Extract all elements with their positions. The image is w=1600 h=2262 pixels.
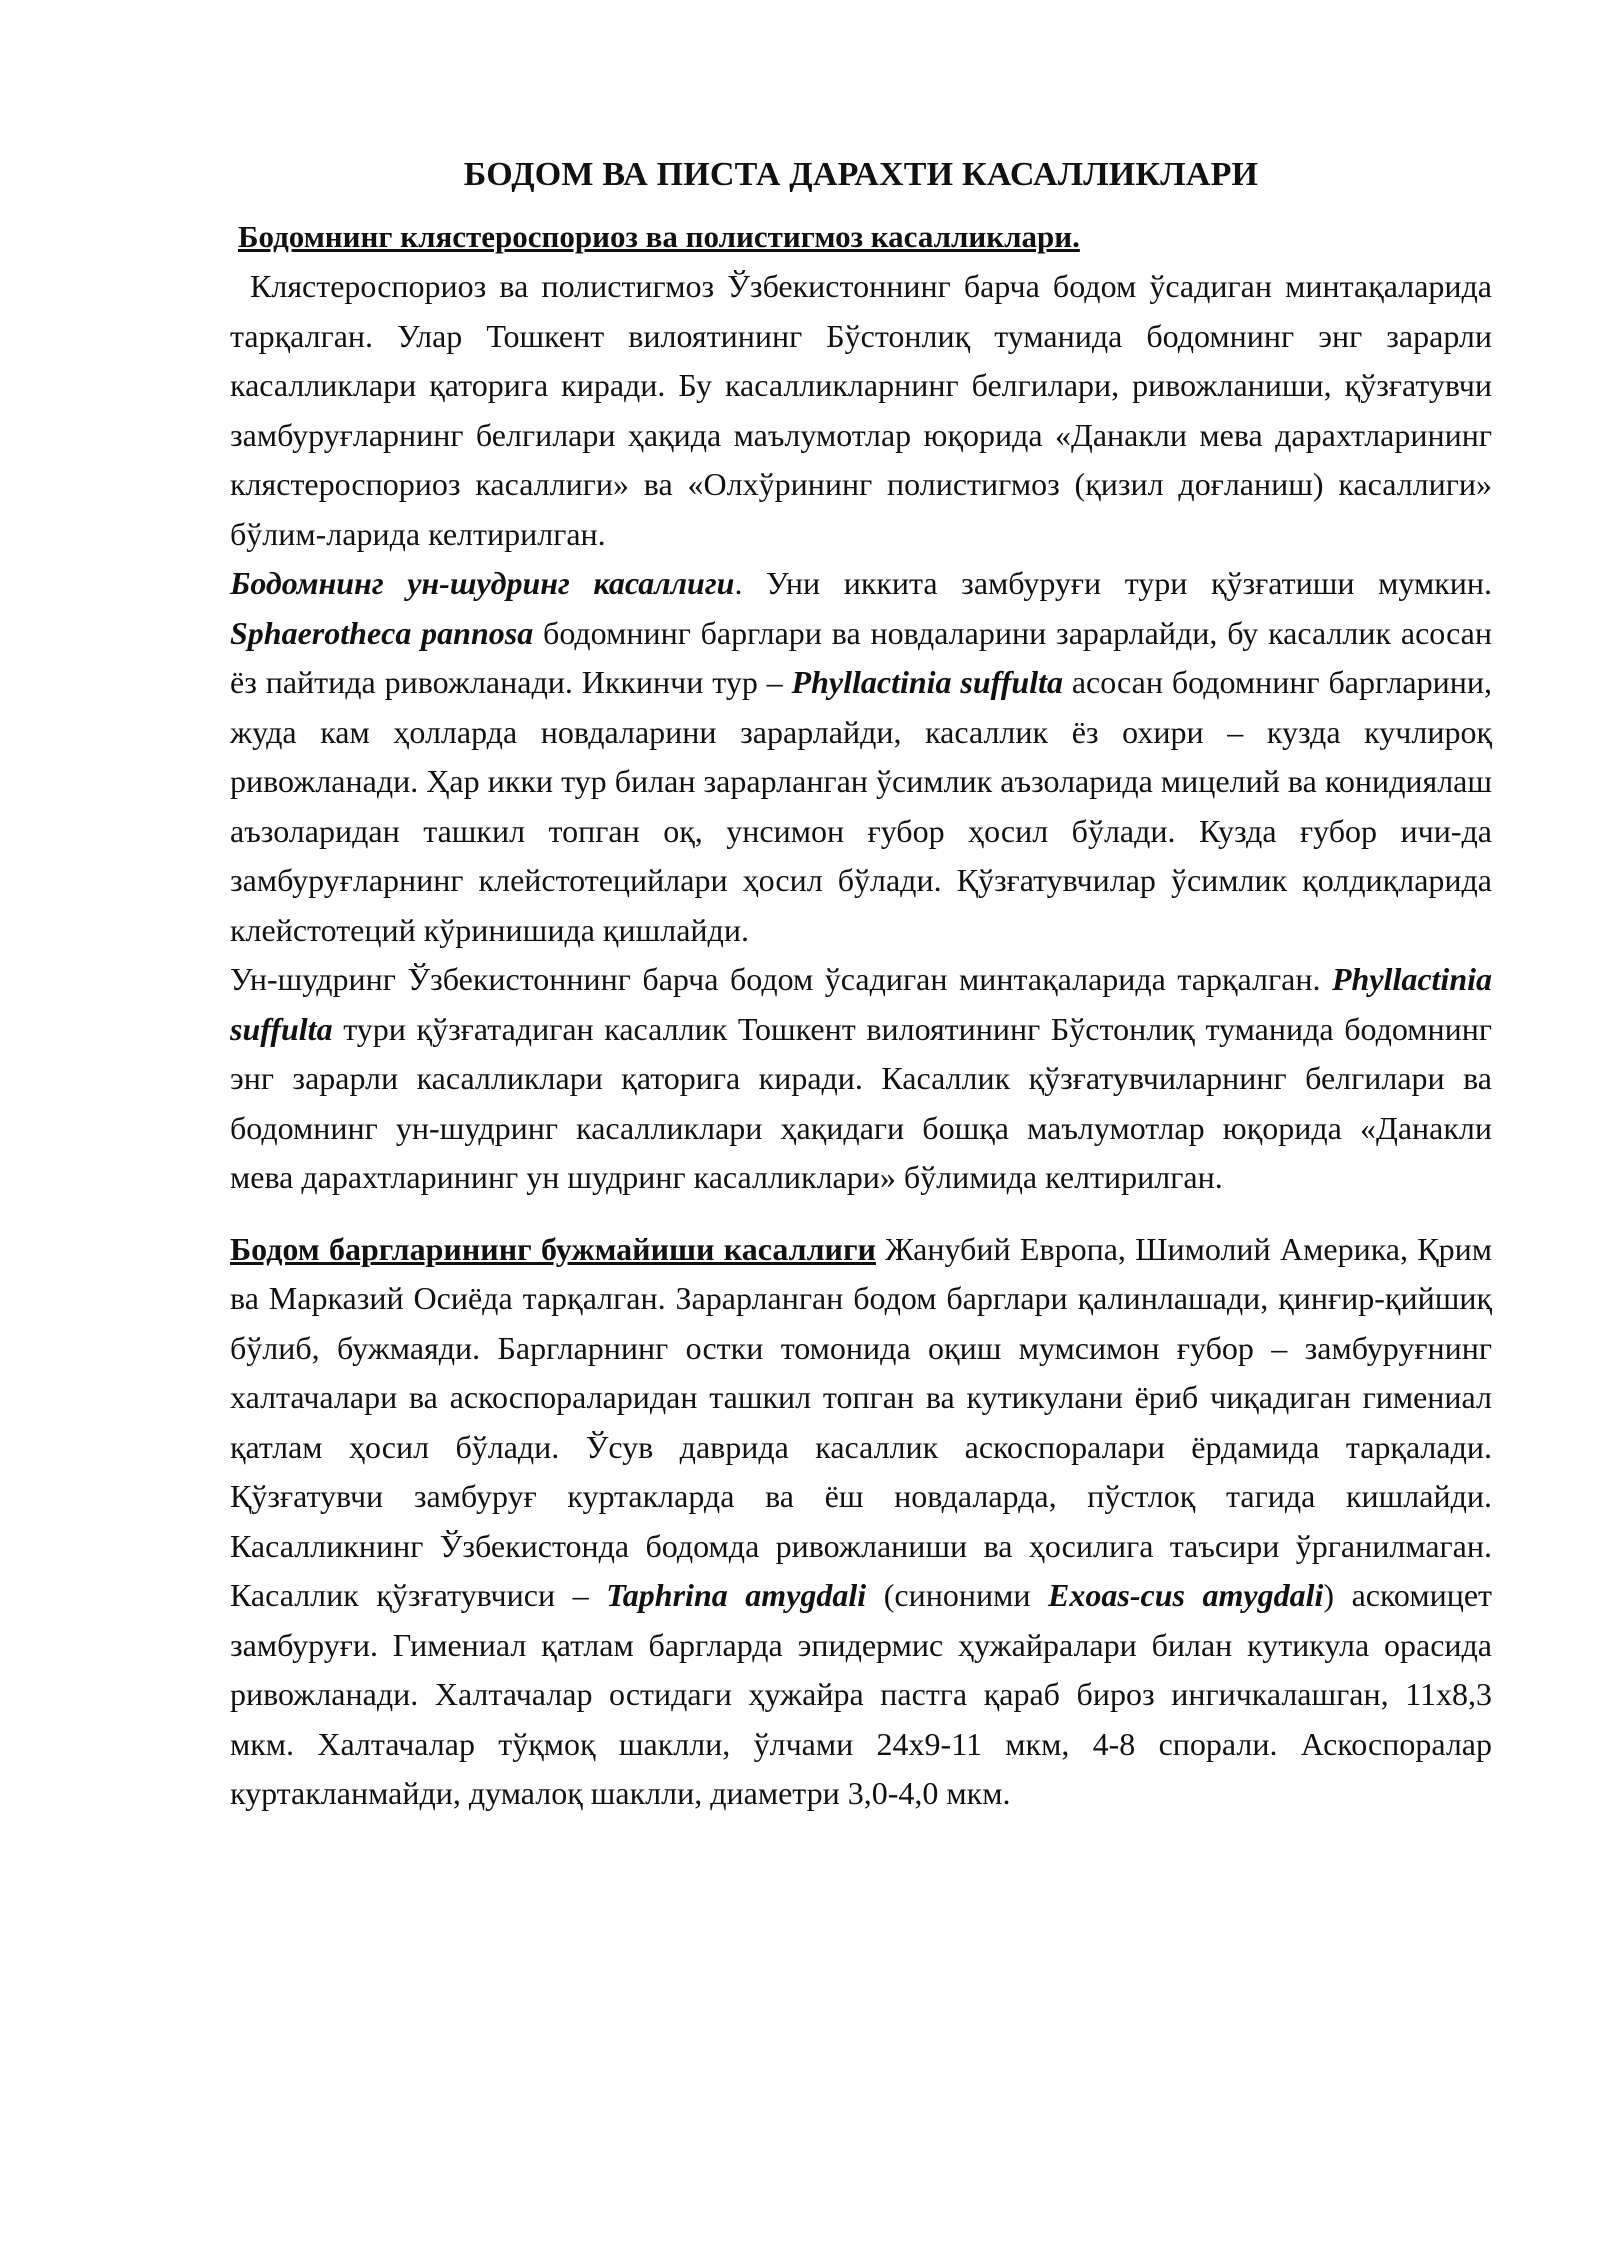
paragraph-clasterosporiosis: Клястероспориоз ва полистигмоз Ўзбекистоннинг барча бодом ўсадиган минтақаларида тарқалган. Улар Тошкент вилоятининг Бўстонлиқ туманида бодомнинг энг зарарли касалликлари қаторига киради. Бу касалликларнинг белгилари, ривожланиши, қўзғатувчи замбуруғларнинг белгилари ҳақида маълумотлар юқорида «Данакли мева дарахтларининг клястероспориоз касаллиги» ва «Олхўрининг полистигмоз (қизил доғланиш) касаллиги» бўлим-ларида келтирилган. <box>230 268 1492 552</box>
powdery-mildew-text-3: асосан бодомнинг баргларини, жуда кам ҳолларда новдаларини зарарлайди, касаллик ёз охири – кузда кучлироқ ривожланади. Ҳар икки тур билан зарарланган ўсимлик аъзоларида мицелий ва конидиялаш аъзоларидан ташкил топган оқ, унсимон ғубор ҳосил бўлади. Кузда ғубор ичи-да замбуруғларнинг клейстотецийлари ҳосил бўлади. Қўзғатувчилар ўсимлик қолдиқларида клейстотеций кўринишида қишлайди. <box>230 664 1493 948</box>
paragraph-powdery-mildew <box>230 559 1492 955</box>
leaf-curl-text-2: (синоними <box>866 1577 1049 1613</box>
leaf-curl-text-1: Жанубий Европа, Шимолий Америка, Қрим ва Марказий Осиёда тарқалган. Зарарланган бодом барглари қалинлашади, қинғир-қийшиқ бўлиб, бужмаяди. Баргларнинг остки томонида оқиш мумсимон ғубор – замбуруғнинг халтачалари ва аскоспораларидан ташкил топган ва кутикулани ёриб чиқадиган гимениал қатлам ҳосил бўлади. Ўсув даврида касаллик аскоспоралари ёрдамида тарқалади. Қўзғатувчи замбуруғ куртакларда ва ёш новдаларда, пўстлоқ тагида кишлайди. Касалликнинг Ўзбекистонда бодомда ривожланиши ва ҳосилига таъсири ўрганилмаган. Касаллик қўзғатувчиси – <box>230 1230 1492 1613</box>
paragraph-powdery-mildew-distribution <box>230 955 1492 1203</box>
species-exoascus: Exoas-cus amygdali <box>1048 1577 1324 1613</box>
section-heading-clasterosporiosis: Бодомнинг клястероспориоз ва полистигмоз касалликлари. <box>238 219 1080 254</box>
document-body <box>230 150 1492 1819</box>
species-taphrina: Taphrina amygdali <box>606 1577 867 1613</box>
leaf-curl-text-3: ) аскомицет замбуруғи. Гимениал қатлам баргларда эпидермис ҳужайралари билан кутикула орасида ривожланади. Халтачалар остидаги ҳужайра пастга қараб бироз ингичкалашган, 11х8,3 мкм. Халтачалар тўқмоқ шаклли, ўлчами 24х9-11 мкм, 4-8 спорали. Аскоспоралар куртакланмайди, думалоқ шаклли, диаметри 3,0-4,0 мкм. <box>230 1577 1492 1811</box>
document-title: БОДОМ ВА ПИСТА ДАРАХТИ КАСАЛЛИКЛАРИ <box>463 156 1259 193</box>
powdery-mildew-text-2: бодомнинг барглари ва новдаларини зарарлайди, бу касаллик асосан ёз пайтида ривожланади. Иккинчи тур – <box>230 614 1493 700</box>
distribution-text-2: тури қўзғатадиган касаллик Тошкент вилоятининг Бўстонлиқ туманида бодомнинг энг зарарли касалликлари қаторига киради. Касаллик қўзғатувчиларнинг белгилари ва бодомнинг ун-шудринг касалликлари ҳақидаги бошқа маълумотлар юқорида «Данакли мева дарахтларининг ун шудринг касалликлари» бўлимида келтирилган. <box>230 1010 1492 1195</box>
species-sphaerotheca: Sphaerotheca pannosa <box>230 614 534 651</box>
species-phyllactinia-2: Phyllactinia suffulta <box>230 961 1492 1047</box>
species-phyllactinia: Phyllactinia suffulta <box>791 664 1063 700</box>
distribution-text-1: Ун-шудринг Ўзбекистоннинг барча бодом ўсадиган минтақаларида тарқалган. <box>230 961 1332 997</box>
leaf-curl-heading: Бодом баргларининг бужмайиши касаллиги <box>230 1230 876 1267</box>
paragraph-leaf-curl <box>230 1225 1492 1819</box>
powdery-mildew-heading: Бодомнинг ун-шудринг касаллиги <box>230 565 735 601</box>
powdery-mildew-text-1: . Уни иккита замбуруғи тури қўзғатиши мумкин. <box>734 565 1492 601</box>
